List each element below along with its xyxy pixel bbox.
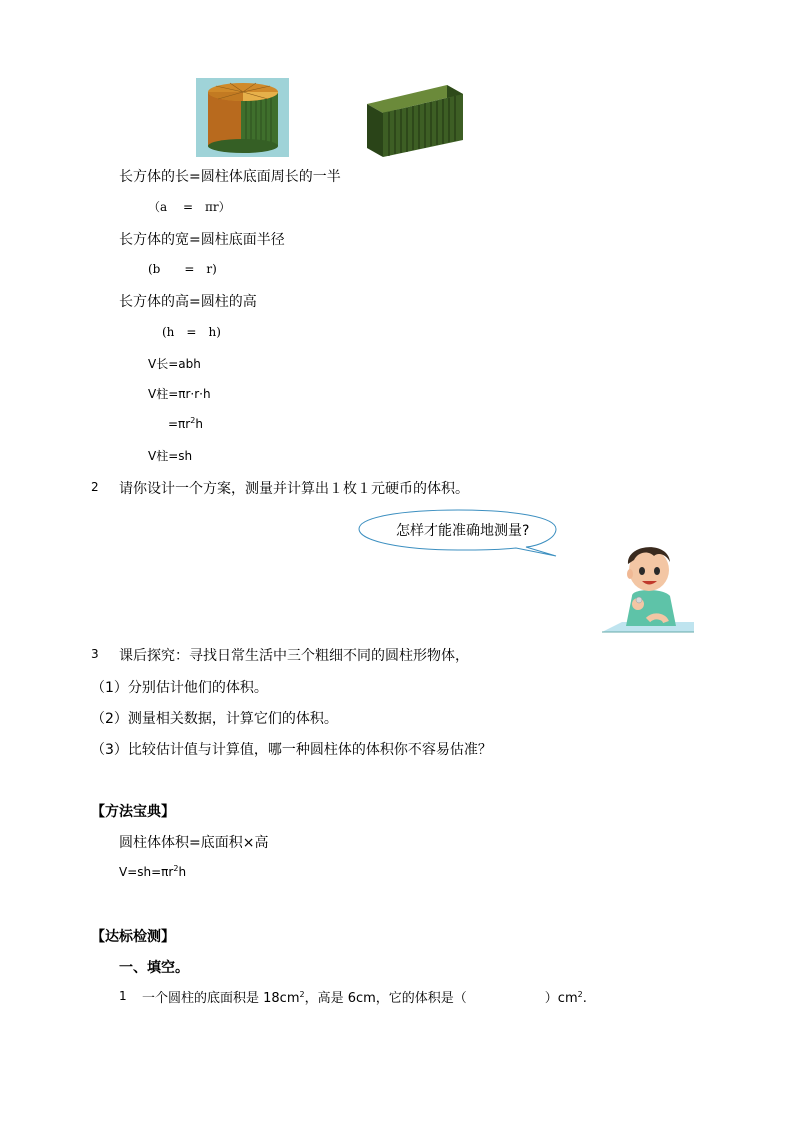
method-heading: 【方法宝典】 bbox=[91, 804, 175, 820]
derivation-height: 长方体的高=圆柱的高 bbox=[119, 294, 257, 310]
test-q1-number: 1 bbox=[119, 989, 127, 1003]
speech-bubble-text: 怎样才能准确地测量? bbox=[396, 523, 530, 539]
method-formula-2: $V=sh=\pi r^2h$ bbox=[119, 864, 187, 879]
speech-bubble bbox=[356, 508, 560, 558]
section-fill-blank: 一、填空。 bbox=[119, 960, 189, 976]
boy-illustration bbox=[602, 534, 694, 634]
volume-cylinder-3: V柱=sh bbox=[148, 449, 193, 463]
q3-number: 3 bbox=[91, 647, 99, 661]
method-formula-1: 圆柱体体积=底面积×高 bbox=[119, 835, 269, 851]
q3-item-3: （3）比较估计值与计算值，哪一种圆柱体的体积你不容易估准？ bbox=[91, 742, 492, 758]
formula-width: (b = r) bbox=[148, 262, 217, 276]
q3-item-2: （2）测量相关数据，计算它们的体积。 bbox=[91, 711, 338, 727]
formula-height: (h = h) bbox=[162, 325, 221, 339]
volume-cylinder-2: $=\pi r^2h$ bbox=[168, 416, 203, 431]
volume-cylinder-1: V柱=πr·r·h bbox=[148, 387, 211, 401]
test-q1-text: 一个圆柱的底面积是 $18cm^2$，高是 6cm，它的体积是（ ）$cm^2$. bbox=[142, 990, 587, 1006]
derivation-length: 长方体的长=圆柱体底面周长的一半 bbox=[119, 169, 341, 185]
formula-length: （a = πr） bbox=[148, 200, 231, 214]
derivation-width: 长方体的宽=圆柱底面半径 bbox=[119, 232, 285, 248]
q2-number: 2 bbox=[91, 480, 99, 494]
cylinder-figure bbox=[196, 78, 289, 157]
test-heading: 【达标检测】 bbox=[91, 929, 175, 945]
cuboid-figure bbox=[367, 82, 463, 157]
q3-text: 课后探究：寻找日常生活中三个粗细不同的圆柱形物体， bbox=[119, 648, 469, 664]
q3-item-1: （1）分别估计他们的体积。 bbox=[91, 680, 268, 696]
volume-cuboid: V长=abh bbox=[148, 357, 201, 371]
q2-text: 请你设计一个方案，测量并计算出１枚１元硬币的体积。 bbox=[119, 481, 469, 497]
